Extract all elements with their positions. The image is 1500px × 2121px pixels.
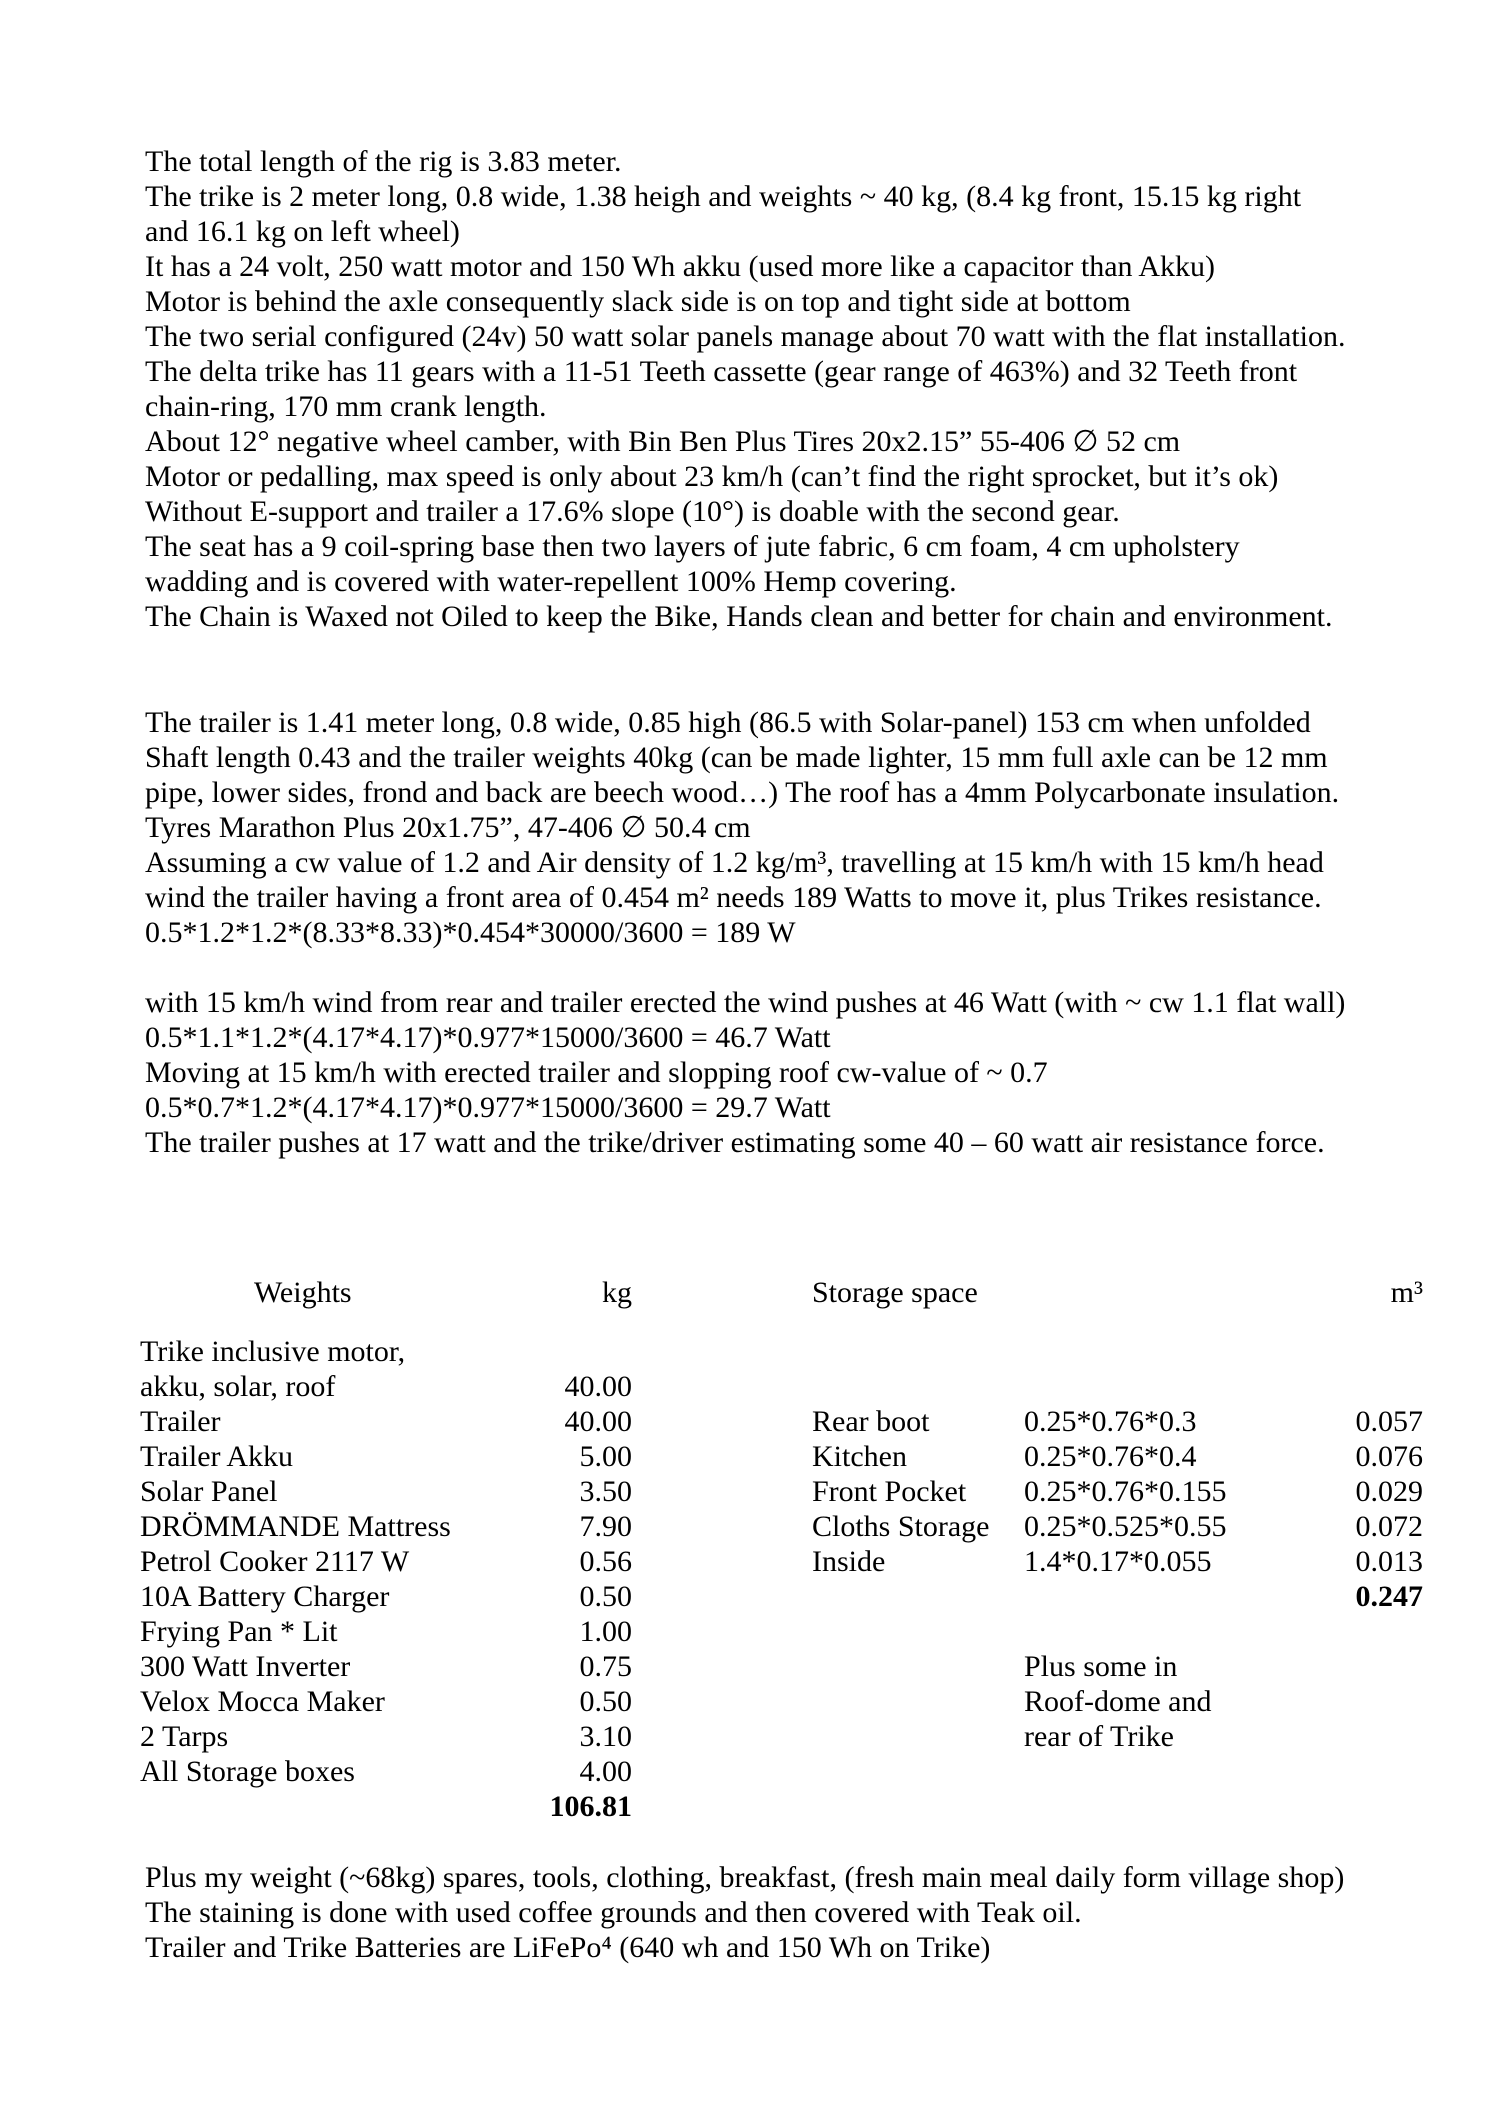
- weight-item-kg: 40.00: [564, 1370, 632, 1403]
- weight-item-name: Trike inclusive motor,: [140, 1335, 406, 1368]
- text-line: About 12° negative wheel camber, with Bin Ben Plus Tires 20x2.15” 55-406 ∅ 52 cm: [145, 425, 1181, 458]
- text-line: wadding and is covered with water-repellent 100% Hemp covering.: [145, 565, 957, 598]
- text-line: 0.5*1.1*1.2*(4.17*4.17)*0.977*15000/3600 = 46.7 Watt: [145, 1021, 831, 1054]
- storage-formula: 0.25*0.76*0.3: [1024, 1405, 1197, 1438]
- text-line: and 16.1 kg on left wheel): [145, 215, 460, 248]
- storage-value: 0.076: [1355, 1440, 1423, 1473]
- text-line: Trailer and Trike Batteries are LiFePo⁴ (640 wh and 150 Wh on Trike): [145, 1931, 991, 1964]
- weight-item-name: 300 Watt Inverter: [140, 1650, 351, 1683]
- weight-item-kg: 7.90: [579, 1510, 632, 1543]
- text-line: It has a 24 volt, 250 watt motor and 150 Wh akku (used more like a capacitor than Akku): [145, 250, 1216, 283]
- weights-unit: kg: [602, 1276, 632, 1309]
- text-line: The trailer is 1.41 meter long, 0.8 wide, 0.85 high (86.5 with Solar-panel) 153 cm when unfolded: [145, 706, 1311, 739]
- text-line: Motor is behind the axle consequently slack side is on top and tight side at bottom: [145, 285, 1131, 318]
- trailer-description: [145, 705, 1339, 950]
- storage-value: 0.072: [1355, 1510, 1423, 1543]
- storage-formula: 1.4*0.17*0.055: [1024, 1545, 1212, 1578]
- weight-item-name: Trailer Akku: [140, 1440, 294, 1473]
- weight-item-kg: 40.00: [564, 1405, 632, 1438]
- storage-formula: 0.25*0.76*0.155: [1024, 1475, 1227, 1508]
- trike-description: [145, 144, 1346, 634]
- storage-name: Cloths Storage: [812, 1510, 990, 1543]
- weight-item-name: Trailer: [140, 1405, 221, 1438]
- text-line: The delta trike has 11 gears with a 11-51 Teeth cassette (gear range of 463%) and 32 Teeth front: [145, 355, 1298, 388]
- weights-header: Weights: [254, 1276, 352, 1309]
- text-line: chain-ring, 170 mm crank length.: [145, 390, 547, 423]
- storage-formula: 0.25*0.525*0.55: [1024, 1510, 1227, 1543]
- weight-item-kg: 0.50: [579, 1685, 632, 1718]
- weight-item-name: Frying Pan * Lit: [140, 1615, 338, 1648]
- weight-item-name: 10A Battery Charger: [140, 1580, 390, 1613]
- text-line: 0.5*0.7*1.2*(4.17*4.17)*0.977*15000/3600 = 29.7 Watt: [145, 1091, 831, 1124]
- storage-name: Inside: [812, 1545, 886, 1578]
- weight-item-kg: 3.50: [579, 1475, 632, 1508]
- storage-table: [0, 1275, 1500, 1875]
- weight-item-kg: 0.50: [579, 1580, 632, 1613]
- weight-item-name: 2 Tarps: [140, 1720, 229, 1753]
- footer-notes: [145, 1860, 1344, 1965]
- wind-calculation: [145, 985, 1345, 1160]
- text-line: The two serial configured (24v) 50 watt solar panels manage about 70 watt with the flat installation.: [145, 320, 1346, 353]
- text-line: 0.5*1.2*1.2*(8.33*8.33)*0.454*30000/3600 = 189 W: [145, 916, 796, 949]
- storage-name: Kitchen: [812, 1440, 907, 1473]
- weight-item-name: Solar Panel: [140, 1475, 278, 1508]
- weight-item-name: Petrol Cooker 2117 W: [140, 1545, 410, 1578]
- weight-item-kg: 5.00: [579, 1440, 632, 1473]
- storage-unit: m³: [1390, 1276, 1423, 1309]
- weight-item-kg: 0.56: [579, 1545, 632, 1578]
- weight-item-kg: 0.75: [579, 1650, 632, 1683]
- text-line: Shaft length 0.43 and the trailer weights 40kg (can be made lighter, 15 mm full axle can be 12 mm: [145, 741, 1328, 774]
- storage-name: Rear boot: [812, 1405, 930, 1438]
- text-line: pipe, lower sides, frond and back are beech wood…) The roof has a 4mm Polycarbonate insulation.: [145, 776, 1340, 809]
- weights-total: 106.81: [549, 1790, 632, 1823]
- weight-item-kg: 4.00: [579, 1755, 632, 1788]
- weight-item-name: akku, solar, roof: [140, 1370, 336, 1403]
- text-line: Plus my weight (~68kg) spares, tools, clothing, breakfast, (fresh main meal daily form village shop): [145, 1861, 1345, 1894]
- storage-note: Roof-dome and: [1024, 1685, 1212, 1718]
- weight-item-name: Velox Mocca Maker: [140, 1685, 385, 1718]
- text-line: The total length of the rig is 3.83 meter.: [145, 145, 622, 178]
- text-line: Motor or pedalling, max speed is only about 23 km/h (can’t find the right sprocket, but it’s ok): [145, 460, 1279, 493]
- text-line: Tyres Marathon Plus 20x1.75”, 47-406 ∅ 50.4 cm: [145, 811, 751, 844]
- weight-item-name: All Storage boxes: [140, 1755, 355, 1788]
- text-line: The trike is 2 meter long, 0.8 wide, 1.38 heigh and weights ~ 40 kg, (8.4 kg front, 15.15 kg right: [145, 180, 1302, 213]
- text-line: The Chain is Waxed not Oiled to keep the Bike, Hands clean and better for chain and environment.: [145, 600, 1333, 633]
- text-line: Without E-support and trailer a 17.6% slope (10°) is doable with the second gear.: [145, 495, 1120, 528]
- text-line: The seat has a 9 coil-spring base then two layers of jute fabric, 6 cm foam, 4 cm upholstery: [145, 530, 1240, 563]
- storage-name: Front Pocket: [812, 1475, 967, 1508]
- storage-header: Storage space: [812, 1276, 978, 1309]
- storage-formula: 0.25*0.76*0.4: [1024, 1440, 1197, 1473]
- storage-note: rear of Trike: [1024, 1720, 1174, 1753]
- storage-total: 0.247: [1355, 1580, 1423, 1613]
- storage-value: 0.029: [1355, 1475, 1423, 1508]
- text-line: Moving at 15 km/h with erected trailer and slopping roof cw-value of ~ 0.7: [145, 1056, 1048, 1089]
- weight-item-kg: 3.10: [579, 1720, 632, 1753]
- text-line: wind the trailer having a front area of 0.454 m² needs 189 Watts to move it, plus Trikes resistance.: [145, 881, 1322, 914]
- text-line: with 15 km/h wind from rear and trailer erected the wind pushes at 46 Watt (with ~ cw 1.1 flat wall): [145, 986, 1346, 1019]
- text-line: The staining is done with used coffee grounds and then covered with Teak oil.: [145, 1896, 1082, 1929]
- text-line: Assuming a cw value of 1.2 and Air density of 1.2 kg/m³, travelling at 15 km/h with 15 km/h head: [145, 846, 1324, 879]
- storage-note: Plus some in: [1024, 1650, 1178, 1683]
- text-line: The trailer pushes at 17 watt and the trike/driver estimating some 40 – 60 watt air resistance force.: [145, 1126, 1325, 1159]
- storage-value: 0.057: [1355, 1405, 1423, 1438]
- storage-value: 0.013: [1355, 1545, 1423, 1578]
- weight-item-name: DRÖMMANDE Mattress: [140, 1510, 451, 1543]
- weight-item-kg: 1.00: [579, 1615, 632, 1648]
